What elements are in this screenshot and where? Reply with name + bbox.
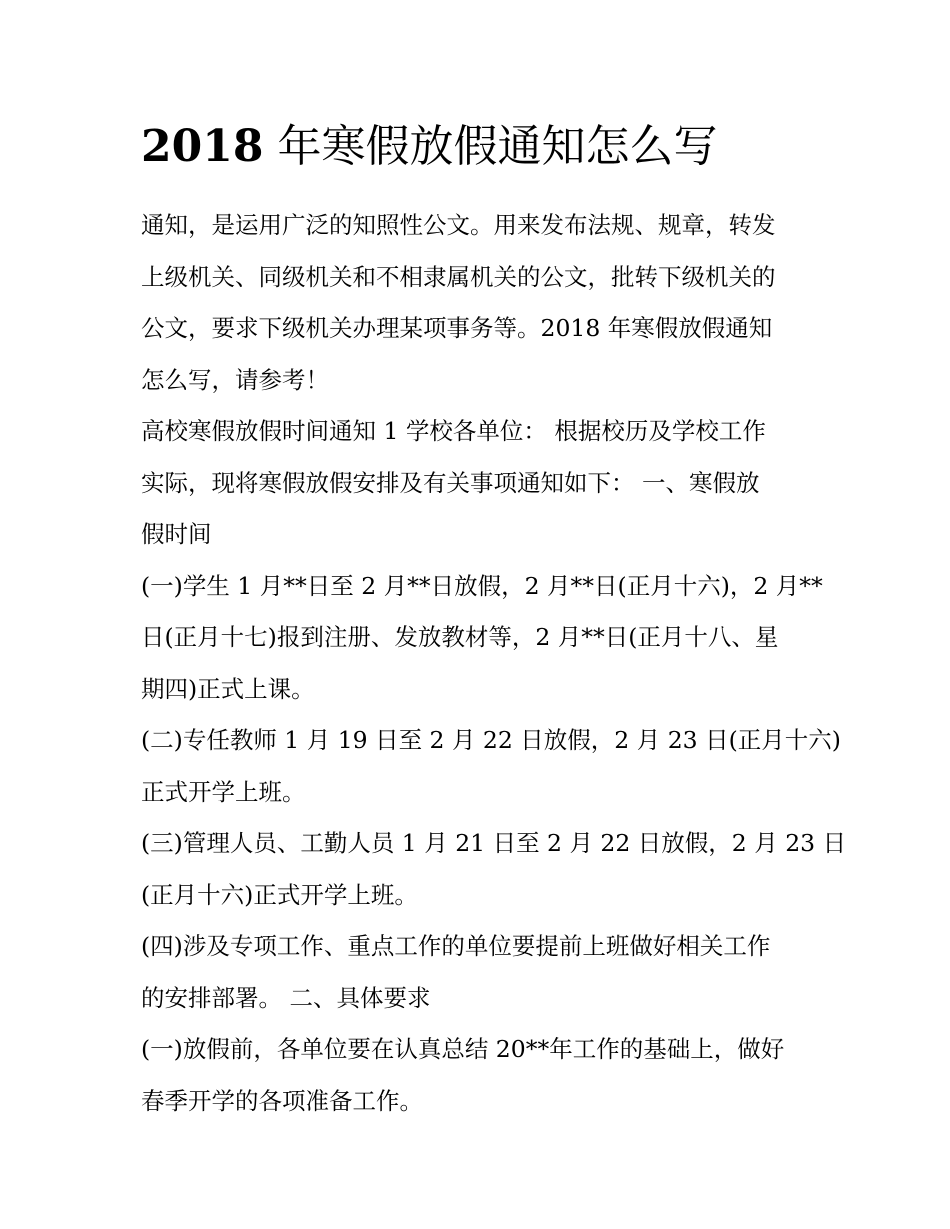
title-year: 2018 <box>141 121 264 172</box>
paragraph-line: 通知，是运用广泛的知照性公文。用来发布法规、规章，转发 <box>141 211 776 239</box>
title-text: 年寒假放假通知怎么写 <box>263 121 718 172</box>
paragraph-line: (一)放假前，各单位要在认真总结 20**年工作的基础上，做好 <box>141 1035 785 1063</box>
paragraph <box>141 406 821 561</box>
paragraph-line: 假时间 <box>141 520 212 548</box>
paragraph <box>141 1024 821 1127</box>
paragraph-line: (正月十六)正式开学上班。 <box>141 880 418 909</box>
paragraph-line: 的安排部署。 二、具体要求 <box>141 983 431 1012</box>
paragraph-line: 正式开学上班。 <box>141 777 306 806</box>
paragraph-line: 高校寒假放假时间通知 1 学校各单位： 根据校历及学校工作 <box>141 417 766 445</box>
paragraph <box>141 921 821 1024</box>
paragraph-line: 上级机关、同级机关和不相隶属机关的公文，批转下级机关的 <box>141 262 776 291</box>
paragraph-line: (二)专任教师 1 月 19 日至 2 月 22 日放假，2 月 23 日(正月十六) <box>141 726 841 754</box>
paragraph-line: 春季开学的各项准备工作。 <box>141 1086 423 1115</box>
paragraph-line: (一)学生 1 月**日至 2 月**日放假，2 月**日(正月十六)，2 月** <box>141 571 823 600</box>
paragraph-line: 公文，要求下级机关办理某项事务等。2018 年寒假放假通知 <box>141 314 773 342</box>
paragraph <box>141 715 841 818</box>
paragraph-list <box>141 200 847 1127</box>
paragraph-line: 期四)正式上课。 <box>141 674 315 703</box>
paragraph-line: (三)管理人员、工勤人员 1 月 21 日至 2 月 22 日放假，2 月 23 日 <box>141 829 847 857</box>
document-body <box>141 112 847 1127</box>
paragraph-line: 日(正月十七)报到注册、发放教材等，2 月**日(正月十八、星 <box>141 623 779 651</box>
document-title <box>141 112 821 182</box>
paragraph <box>141 561 821 716</box>
paragraph-line: 实际，现将寒假放假安排及有关事项通知如下： 一、寒假放 <box>141 468 760 497</box>
paragraph <box>141 818 847 921</box>
paragraph <box>141 200 821 406</box>
paragraph-line: (四)涉及专项工作、重点工作的单位要提前上班做好相关工作 <box>141 932 771 960</box>
paragraph-line: 怎么写，请参考！ <box>141 365 329 394</box>
